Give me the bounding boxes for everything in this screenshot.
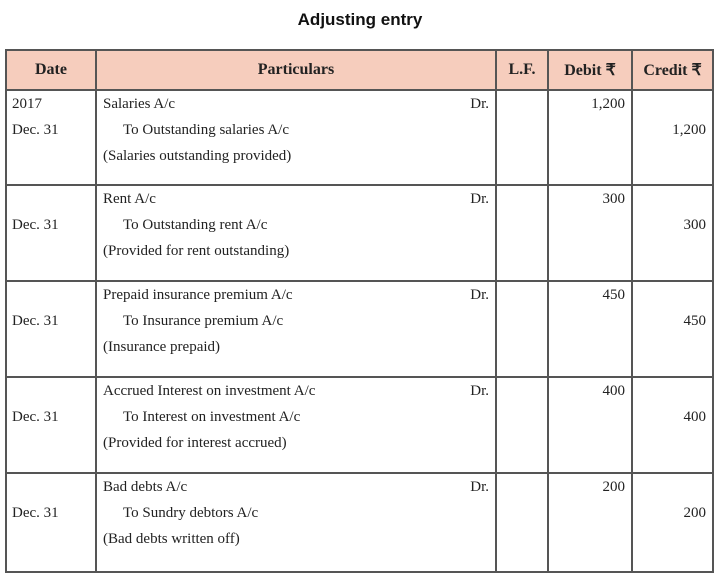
particulars-cell xyxy=(96,281,496,377)
credit-amount: 200 xyxy=(683,505,706,521)
entry-date: Dec. 31 xyxy=(12,217,59,233)
credit-account: To Interest on investment A/c xyxy=(123,409,301,425)
credit-amount: 450 xyxy=(683,313,706,329)
dr-marker: Dr. xyxy=(470,191,489,207)
entry-date: Dec. 31 xyxy=(12,409,59,425)
debit-account: Prepaid insurance premium A/c xyxy=(103,287,293,303)
debit-amount: 200 xyxy=(602,479,625,495)
narration: (Salaries outstanding provided) xyxy=(103,148,292,164)
debit-cell xyxy=(548,281,632,377)
debit-account: Bad debts A/c xyxy=(103,479,188,495)
credit-account: To Sundry debtors A/c xyxy=(123,505,259,521)
lf-cell xyxy=(496,281,548,377)
header-debit: Debit ₹ xyxy=(548,50,632,90)
debit-line xyxy=(103,474,489,500)
header-credit: Credit ₹ xyxy=(632,50,713,90)
dr-marker: Dr. xyxy=(470,96,489,112)
credit-cell xyxy=(632,377,713,473)
credit-cell xyxy=(632,185,713,281)
debit-line xyxy=(103,91,489,117)
narration: (Provided for rent outstanding) xyxy=(103,243,290,259)
lf-cell xyxy=(496,377,548,473)
table-row xyxy=(6,185,713,281)
debit-line xyxy=(103,186,489,212)
debit-cell xyxy=(548,90,632,185)
particulars-cell xyxy=(96,90,496,185)
journal-table xyxy=(5,49,714,573)
credit-amount: 400 xyxy=(683,409,706,425)
narration: (Insurance prepaid) xyxy=(103,339,221,355)
dr-marker: Dr. xyxy=(470,383,489,399)
entry-date: Dec. 31 xyxy=(12,505,59,521)
debit-cell xyxy=(548,473,632,572)
debit-line xyxy=(103,282,489,308)
lf-cell xyxy=(496,473,548,572)
page-title: Adjusting entry xyxy=(297,10,423,29)
credit-account: To Outstanding rent A/c xyxy=(123,217,268,233)
dr-marker: Dr. xyxy=(470,287,489,303)
credit-cell xyxy=(632,90,713,185)
credit-amount: 1,200 xyxy=(672,122,706,138)
debit-amount: 450 xyxy=(602,287,625,303)
credit-cell xyxy=(632,281,713,377)
date-cell xyxy=(6,90,96,185)
debit-cell xyxy=(548,377,632,473)
credit-account: To Insurance premium A/c xyxy=(123,313,284,329)
table-row xyxy=(6,377,713,473)
lf-cell xyxy=(496,185,548,281)
narration: (Provided for interest accrued) xyxy=(103,435,287,451)
entry-year: 2017 xyxy=(12,96,42,112)
entry-date: Dec. 31 xyxy=(12,313,59,329)
debit-account: Salaries A/c xyxy=(103,96,176,112)
header-date: Date xyxy=(6,50,96,90)
debit-amount: 1,200 xyxy=(591,96,625,112)
debit-account: Accrued Interest on investment A/c xyxy=(103,383,316,399)
credit-amount: 300 xyxy=(683,217,706,233)
date-cell xyxy=(6,281,96,377)
debit-account: Rent A/c xyxy=(103,191,156,207)
lf-cell xyxy=(496,90,548,185)
table-row xyxy=(6,281,713,377)
debit-line xyxy=(103,378,489,404)
credit-account: To Outstanding salaries A/c xyxy=(123,122,290,138)
date-cell xyxy=(6,185,96,281)
particulars-cell xyxy=(96,185,496,281)
table-row xyxy=(6,473,713,572)
particulars-cell xyxy=(96,377,496,473)
table-row xyxy=(6,90,713,185)
header-lf: L.F. xyxy=(496,50,548,90)
debit-amount: 400 xyxy=(602,383,625,399)
entry-date: Dec. 31 xyxy=(12,122,59,138)
date-cell xyxy=(6,377,96,473)
debit-cell xyxy=(548,185,632,281)
credit-cell xyxy=(632,473,713,572)
header-row xyxy=(6,50,713,90)
date-cell xyxy=(6,473,96,572)
debit-amount: 300 xyxy=(602,191,625,207)
dr-marker: Dr. xyxy=(470,479,489,495)
header-particulars: Particulars xyxy=(96,50,496,90)
particulars-cell xyxy=(96,473,496,572)
narration: (Bad debts written off) xyxy=(103,531,240,547)
